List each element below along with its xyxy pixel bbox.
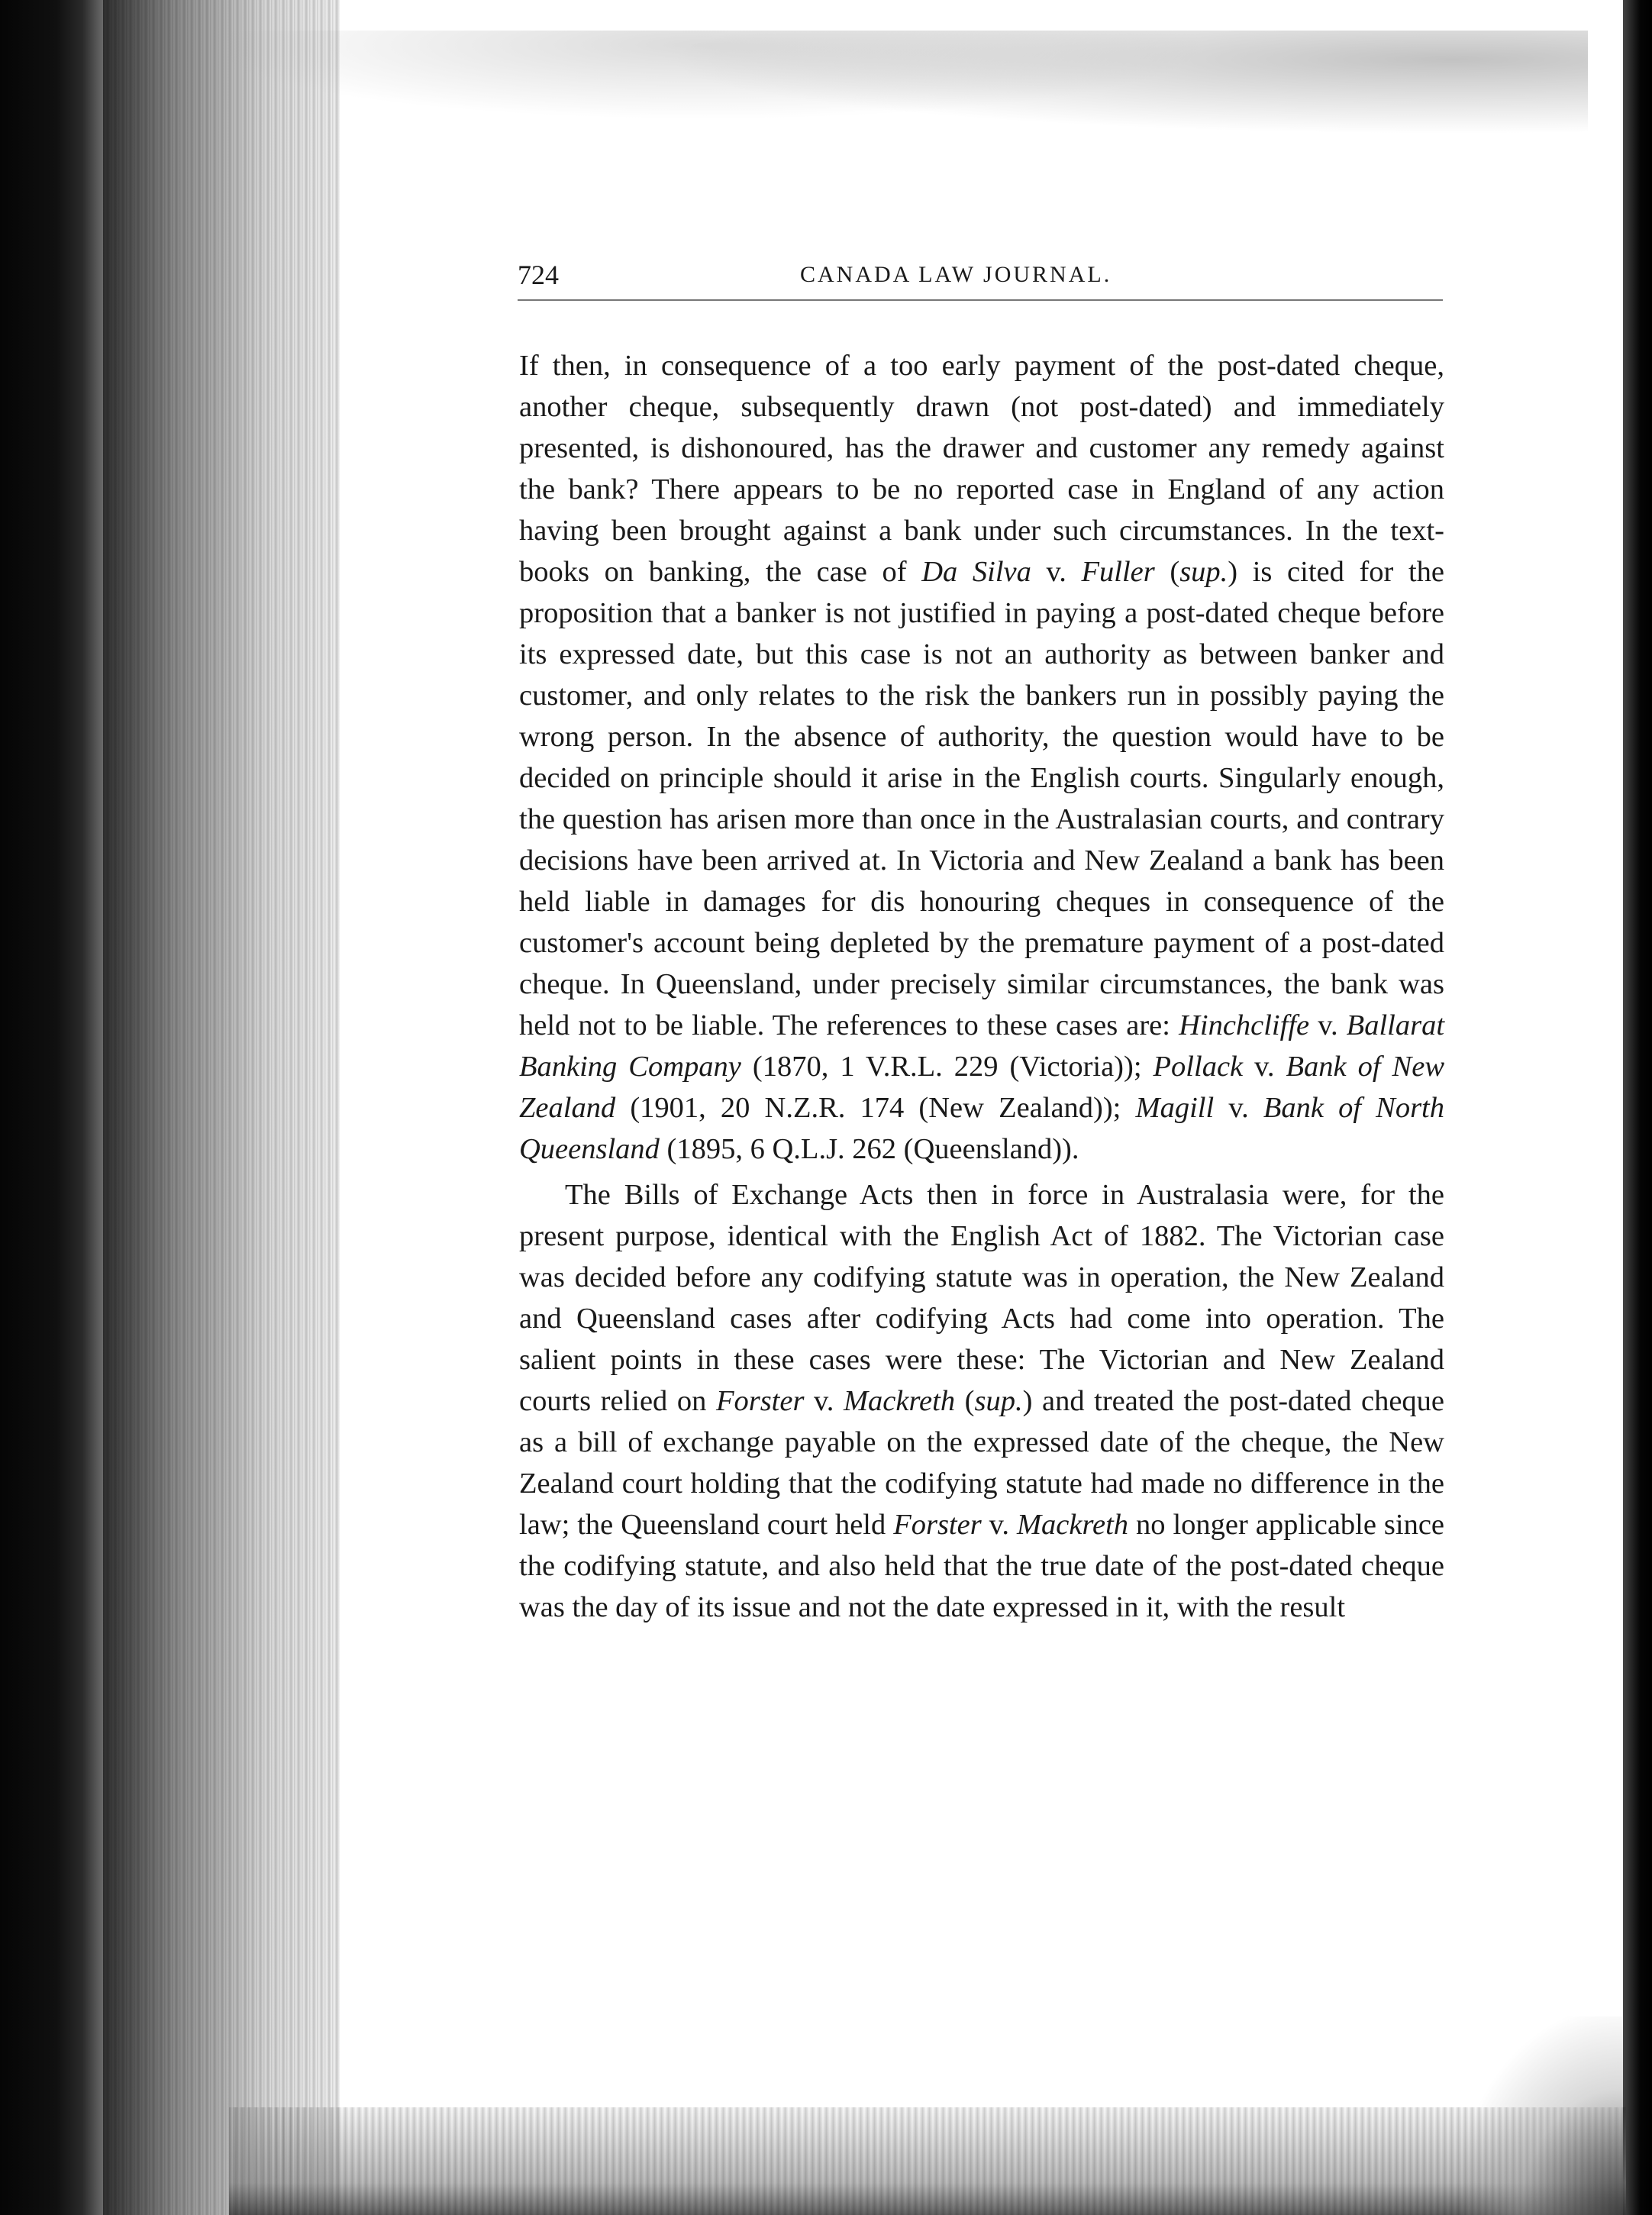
text-run: no longer applicable since the codifying statute, and also held that the true date of the post-dated cheque was the day of its issue and not the date expressed in it, with the result [519, 1509, 1444, 1623]
text-run: v. [1214, 1092, 1263, 1124]
text-run: (1895, 6 Q.L.J. 262 (Queensland)). [659, 1133, 1079, 1165]
text-run: v. [1243, 1051, 1286, 1083]
text-run: (1870, 1 V.R.L. 229 (Victoria)); [740, 1051, 1153, 1083]
case-party: Hinchcliffe [1179, 1009, 1310, 1041]
text-run: ( [955, 1385, 975, 1417]
page-right-edge [1623, 0, 1652, 2215]
case-party: Bank of North Queensland [519, 1092, 1444, 1165]
text-run: If then, in consequence of a too early payment of the post-dated cheque, another cheque, subsequently drawn (not post-dated) and immediately presented, is dishonoured, has the drawer and customer any remedy against the bank? There appears to be no reported case in England of any action having been brought against a bank under such circumstances. In the text-books on banking, the case of [519, 350, 1444, 588]
paragraph-1 [519, 345, 1444, 1170]
case-party: Forster [893, 1509, 982, 1541]
running-head [518, 252, 1443, 298]
case-party: Fuller [1081, 556, 1155, 588]
case-party: Mackreth [843, 1385, 956, 1417]
text-run: v. [1309, 1009, 1347, 1041]
citation-abbrev: sup. [974, 1385, 1023, 1417]
text-run: ) and treated the post-dated cheque as a bill of exchange payable on the expressed date of the cheque, the New Zealand court holding that the codifying statute had made no difference in the law; the Queensland court held [519, 1385, 1445, 1541]
scan-noise-corner [1463, 2016, 1623, 2215]
scan-noise-top [229, 31, 1588, 176]
case-party: Pollack [1153, 1051, 1244, 1083]
case-party: Forster [715, 1385, 805, 1417]
case-party: Mackreth [1016, 1509, 1129, 1541]
text-run: ( [1154, 556, 1180, 588]
text-run: ) is cited for the proposition that a banker is not justified in paying a post-dated cheque before its expressed date, but this case is not an authority as between banker and customer, and only relates to the risk the bankers run in possibly paying the wrong person. In the absence of authority, the question would have to be decided on principle should it arise in the English courts. Singularly enough, the question has arisen more than once in the Australasian courts, and contrary decisions have been arrived at. In Victoria and New Zealand a bank has been held liable in damages for dis honouring cheques in consequence of the customer's account being depleted by the premature payment of a post-dated cheque. In Queensland, under precisely similar circumstances, the bank was held not to be liable. The references to these cases are: [519, 556, 1445, 1041]
scan-noise-bottom [229, 2107, 1626, 2215]
paragraph-2 [519, 1174, 1444, 1628]
case-party: Da Silva [921, 556, 1031, 588]
case-party: Ballarat Banking Company [519, 1009, 1445, 1083]
citation-abbrev: sup. [1179, 556, 1228, 588]
gutter-shadow [103, 0, 340, 2215]
text-run: v. [1031, 556, 1082, 588]
case-party: Bank of New Zealand [519, 1051, 1444, 1124]
text-run: v. [804, 1385, 844, 1417]
text-run: v. [981, 1509, 1017, 1541]
text-run: (1901, 20 N.Z.R. 174 (New Zealand)); [615, 1092, 1136, 1124]
page-number: 724 [518, 260, 559, 290]
journal-title: CANADA LAW JOURNAL. [800, 262, 1112, 287]
header-rule [518, 299, 1443, 301]
body-text [519, 345, 1444, 1628]
case-party: Magill [1135, 1092, 1215, 1124]
book-binding-edge [0, 0, 103, 2215]
text-run: The Bills of Exchange Acts then in force in Australasia were, for the present purpose, identical with the English Act of 1882. The Victorian case was decided before any codifying statute was in operation, the New Zealand and Queensland cases after codifying Acts had come into operation. The salient points in these cases were these: The Victorian and New Zealand courts relied on [519, 1179, 1444, 1417]
